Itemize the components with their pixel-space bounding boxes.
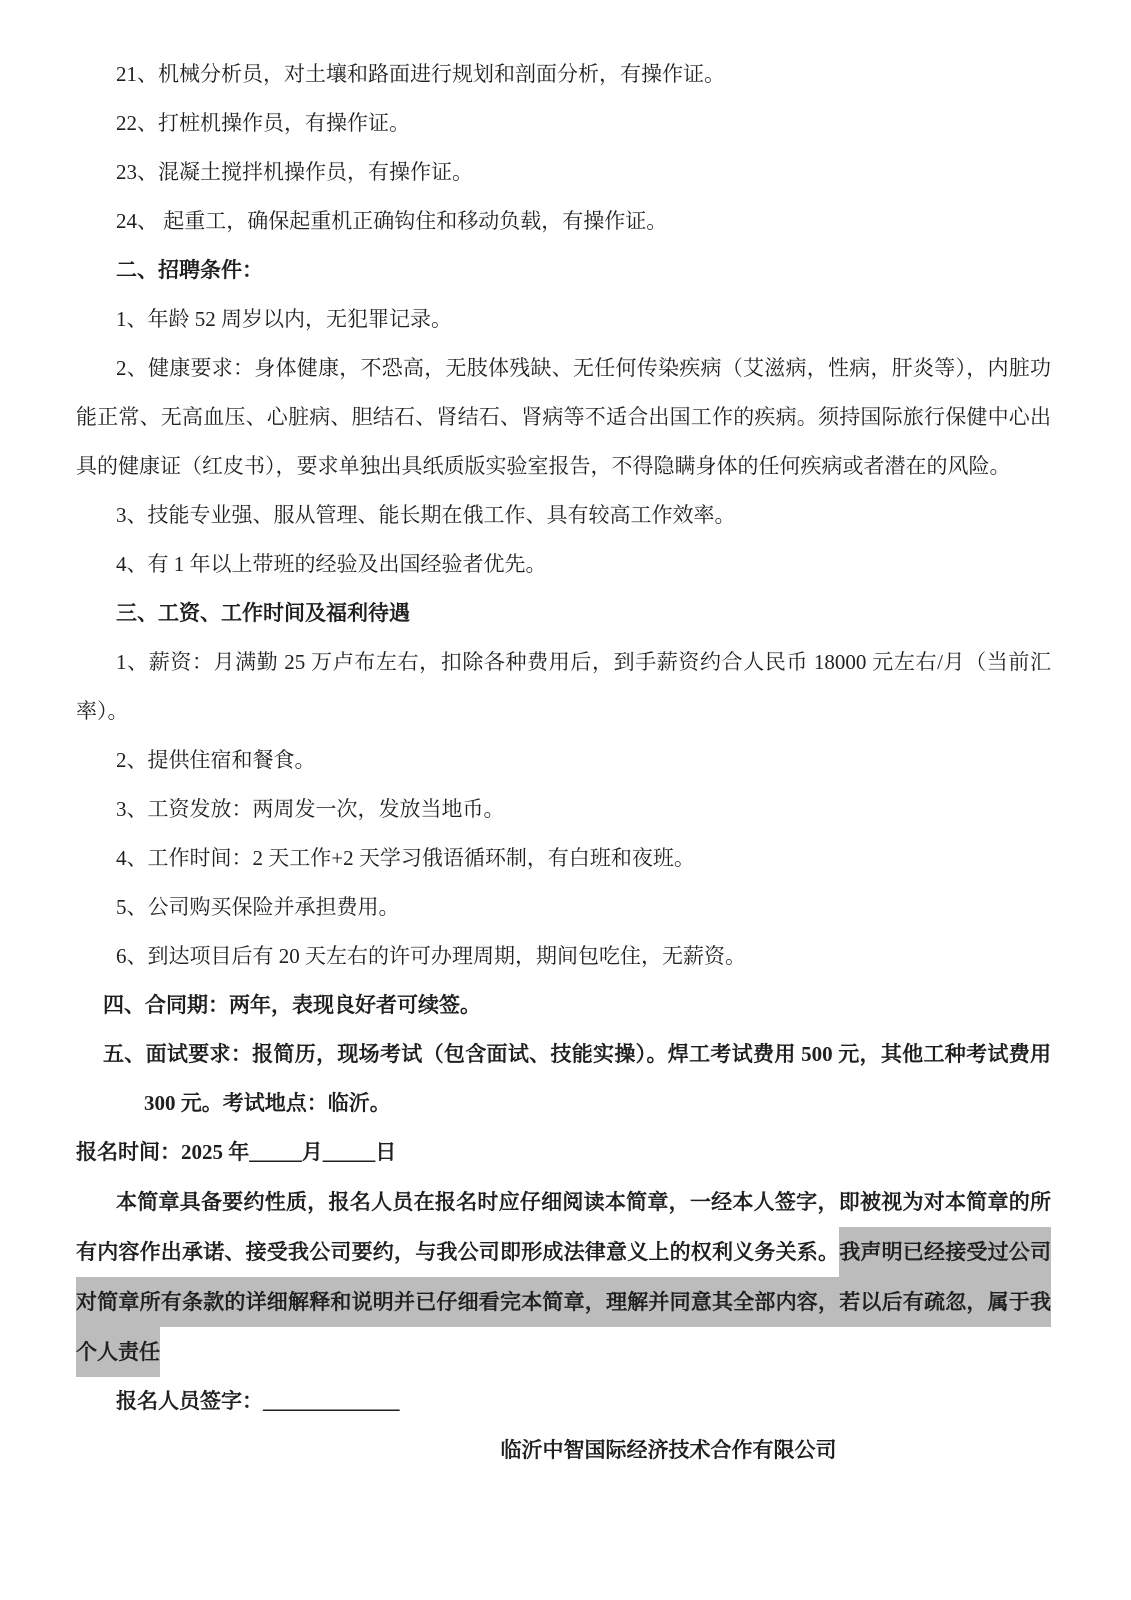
job-item-23: 23、混凝土搅拌机操作员，有操作证。 bbox=[116, 160, 473, 184]
salary-item-1: 1、薪资：月满勤 25 万卢布左右，扣除各种费用后，到手薪资约合人民币 18000 元左右/月（当前汇率）。 bbox=[76, 650, 1051, 723]
section-5-interview: 五、面试要求：报简历，现场考试（包含面试、技能实操）。焊工考试费用 500 元，其他工种考试费用 300 元。考试地点：临沂。 bbox=[103, 1042, 1051, 1115]
condition-item-3: 3、技能专业强、服从管理、能长期在俄工作、具有较高工作效率。 bbox=[116, 503, 736, 527]
section-3-heading: 三、工资、工作时间及福利待遇 bbox=[116, 601, 410, 625]
signature-line: 报名人员签字：_____________ bbox=[116, 1389, 400, 1413]
declaration-normal-text: 本简章具备要约性质，报名人员在报名时应仔细阅读本简章，一经本人签字，即被视为对本简章的所有内容作出承诺、接受我公司要约，与我公司即形成法律意义上的权利义务关系。 bbox=[76, 1190, 1051, 1264]
condition-item-2: 2、健康要求：身体健康，不恐高，无肢体残缺、无任何传染疾病（艾滋病，性病，肝炎等），内脏功能正常、无高血压、心脏病、胆结石、肾结石、肾病等不适合出国工作的疾病。须持国际旅行保健中心出具的健康证（红皮书），要求单独出具纸质版实验室报告，不得隐瞒身体的任何疾病或者潜在的风险。 bbox=[76, 356, 1051, 478]
salary-item-6: 6、到达项目后有 20 天左右的许可办理周期，期间包吃住，无薪资。 bbox=[116, 944, 746, 968]
salary-item-3: 3、工资发放：两周发一次，发放当地币。 bbox=[116, 797, 505, 821]
company-name: 临沂中智国际经济技术合作有限公司 bbox=[500, 1438, 837, 1462]
declaration-highlighted-text: 我声明已经接受过公司对简章所有条款的详细解释和说明并已仔细看完本简章，理解并同意其全部内容，若以后有疏忽，属于我个人责任 bbox=[76, 1227, 1051, 1377]
job-item-24: 24、 起重工，确保起重机正确钩住和移动负载，有操作证。 bbox=[116, 209, 668, 233]
job-item-21: 21、机械分析员，对土壤和路面进行规划和剖面分析，有操作证。 bbox=[116, 62, 725, 86]
signup-time-line: 报名时间：2025 年_____月_____日 bbox=[76, 1140, 397, 1164]
condition-item-1: 1、年龄 52 周岁以内，无犯罪记录。 bbox=[116, 307, 452, 331]
job-item-22: 22、打桩机操作员，有操作证。 bbox=[116, 111, 410, 135]
salary-item-2: 2、提供住宿和餐食。 bbox=[116, 748, 316, 772]
section-4-contract: 四、合同期：两年，表现良好者可续签。 bbox=[103, 993, 481, 1017]
declaration-paragraph bbox=[76, 1177, 1051, 1377]
salary-item-4: 4、工作时间：2 天工作+2 天学习俄语循环制，有白班和夜班。 bbox=[116, 846, 695, 870]
salary-item-5: 5、公司购买保险并承担费用。 bbox=[116, 895, 400, 919]
section-2-heading: 二、招聘条件： bbox=[116, 258, 263, 282]
condition-item-4: 4、有 1 年以上带班的经验及出国经验者优先。 bbox=[116, 552, 547, 576]
